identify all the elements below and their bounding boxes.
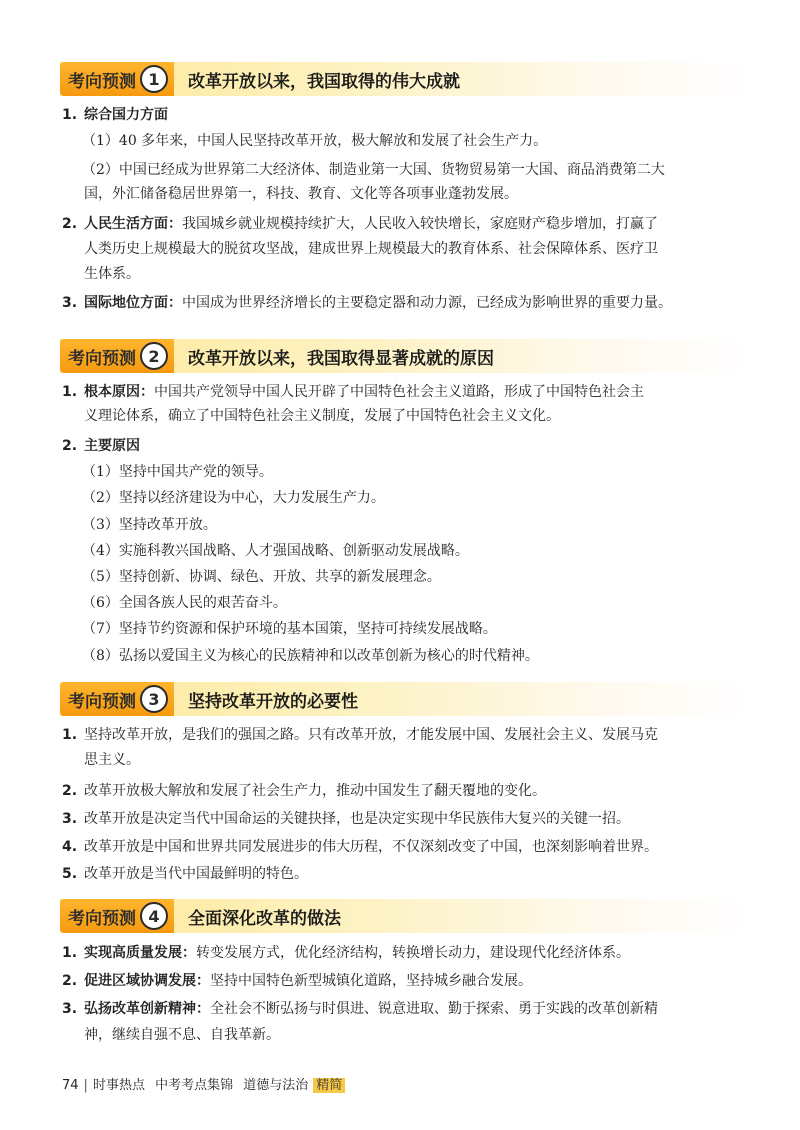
item-continued: 神，继续自强不息、自我革新。 — [84, 1027, 280, 1043]
item-continued: 生体系。 — [84, 266, 140, 282]
sub-item: （4）实施科教兴国战略、人才强国战略、创新驱动发展战略。 — [82, 543, 469, 559]
item: 2. 人民生活方面：我国城乡就业规模持续扩大，人民收入较快增长，家庭财产稳步增加，打赢了 — [62, 216, 658, 232]
item: 2. 改革开放极大解放和发展了社会生产力，推动中国发生了翻天覆地的变化。 — [62, 783, 546, 799]
section-title: 全面深化改革的做法 — [188, 908, 341, 929]
item: 4. 改革开放是中国和世界共同发展进步的伟大历程，不仅深刻改变了中国，也深刻影响着世界。 — [62, 839, 658, 855]
section-header-4 — [60, 899, 750, 933]
item: 5. 改革开放是当代中国最鲜明的特色。 — [62, 866, 308, 882]
sub-item: （8）弘扬以爱国主义为核心的民族精神和以改革创新为核心的时代精神。 — [82, 648, 539, 664]
section-title: 坚持改革开放的必要性 — [188, 691, 358, 712]
sub-item-continued: 国，外汇储备稳居世界第一，科技、教育、文化等各项事业蓬勃发展。 — [84, 186, 518, 202]
badge-number: 2 — [140, 342, 168, 370]
section-title: 改革开放以来，我国取得的伟大成就 — [188, 71, 460, 92]
footer-series: 时事热点 — [92, 1078, 145, 1093]
sub-item: （3）坚持改革开放。 — [82, 517, 217, 533]
item: 1. 根本原因：中国共产党领导中国人民开辟了中国特色社会主义道路，形成了中国特色社会主 — [62, 384, 644, 400]
section-header-3 — [60, 682, 750, 716]
badge-label: 考向预测 — [68, 908, 136, 929]
sub-item: （1）坚持中国共产党的领导。 — [82, 464, 273, 480]
item-heading: 2. 主要原因 — [62, 438, 140, 454]
footer-book: 中考考点集锦 — [155, 1078, 234, 1093]
section-badge — [60, 899, 174, 933]
sub-item: （1）40 多年来，中国人民坚持改革开放，极大解放和发展了社会生产力。 — [82, 133, 548, 149]
item: 2. 促进区域协调发展：坚持中国特色新型城镇化道路，坚持城乡融合发展。 — [62, 973, 532, 989]
page-number: 74 — [62, 1078, 79, 1093]
badge-number: 4 — [140, 902, 168, 930]
section-badge — [60, 339, 174, 373]
section-badge — [60, 62, 174, 96]
footer-tag: 精简 — [313, 1078, 345, 1093]
badge-label: 考向预测 — [68, 71, 136, 92]
section-header-1 — [60, 62, 750, 96]
item: 1. 实现高质量发展：转变发展方式，优化经济结构，转换增长动力，建设现代化经济体系。 — [62, 945, 630, 961]
sub-item: （6）全国各族人民的艰苦奋斗。 — [82, 595, 287, 611]
sub-item: （2）中国已经成为世界第二大经济体、制造业第一大国、货物贸易第一大国、商品消费第二大 — [82, 162, 665, 178]
section-header-2 — [60, 339, 750, 373]
sub-item: （2）坚持以经济建设为中心，大力发展生产力。 — [82, 490, 385, 506]
footer-subject: 道德与法治 — [243, 1078, 309, 1093]
badge-number: 3 — [140, 685, 168, 713]
item-heading: 1. 综合国力方面 — [62, 107, 168, 123]
item-continued: 义理论体系，确立了中国特色社会主义制度，发展了中国特色社会主义文化。 — [84, 408, 560, 424]
section-title: 改革开放以来，我国取得显著成就的原因 — [188, 348, 494, 369]
badge-label: 考向预测 — [68, 691, 136, 712]
item: 1. 坚持改革开放，是我们的强国之路。只有改革开放，才能发展中国、发展社会主义、发展马克 — [62, 727, 658, 743]
item-continued: 人类历史上规模最大的脱贫攻坚战，建成世界上规模最大的教育体系、社会保障体系、医疗卫 — [84, 241, 658, 257]
item: 3. 国际地位方面：中国成为世界经济增长的主要稳定器和动力源，已经成为影响世界的重要力量。 — [62, 295, 672, 311]
badge-number: 1 — [140, 65, 168, 93]
sub-item: （5）坚持创新、协调、绿色、开放、共享的新发展理念。 — [82, 569, 441, 585]
page-footer: 74 | 时事热点 中考考点集锦 道德与法治 精简 — [62, 1077, 345, 1095]
item: 3. 改革开放是决定当代中国命运的关键抉择，也是决定实现中华民族伟大复兴的关键一招。 — [62, 811, 630, 827]
item: 3. 弘扬改革创新精神：全社会不断弘扬与时俱进、锐意进取、勤于探索、勇于实践的改革创新精 — [62, 1001, 658, 1017]
sub-item: （7）坚持节约资源和保护环境的基本国策，坚持可持续发展战略。 — [82, 621, 497, 637]
badge-label: 考向预测 — [68, 348, 136, 369]
section-badge — [60, 682, 174, 716]
item-continued: 思主义。 — [84, 752, 140, 768]
